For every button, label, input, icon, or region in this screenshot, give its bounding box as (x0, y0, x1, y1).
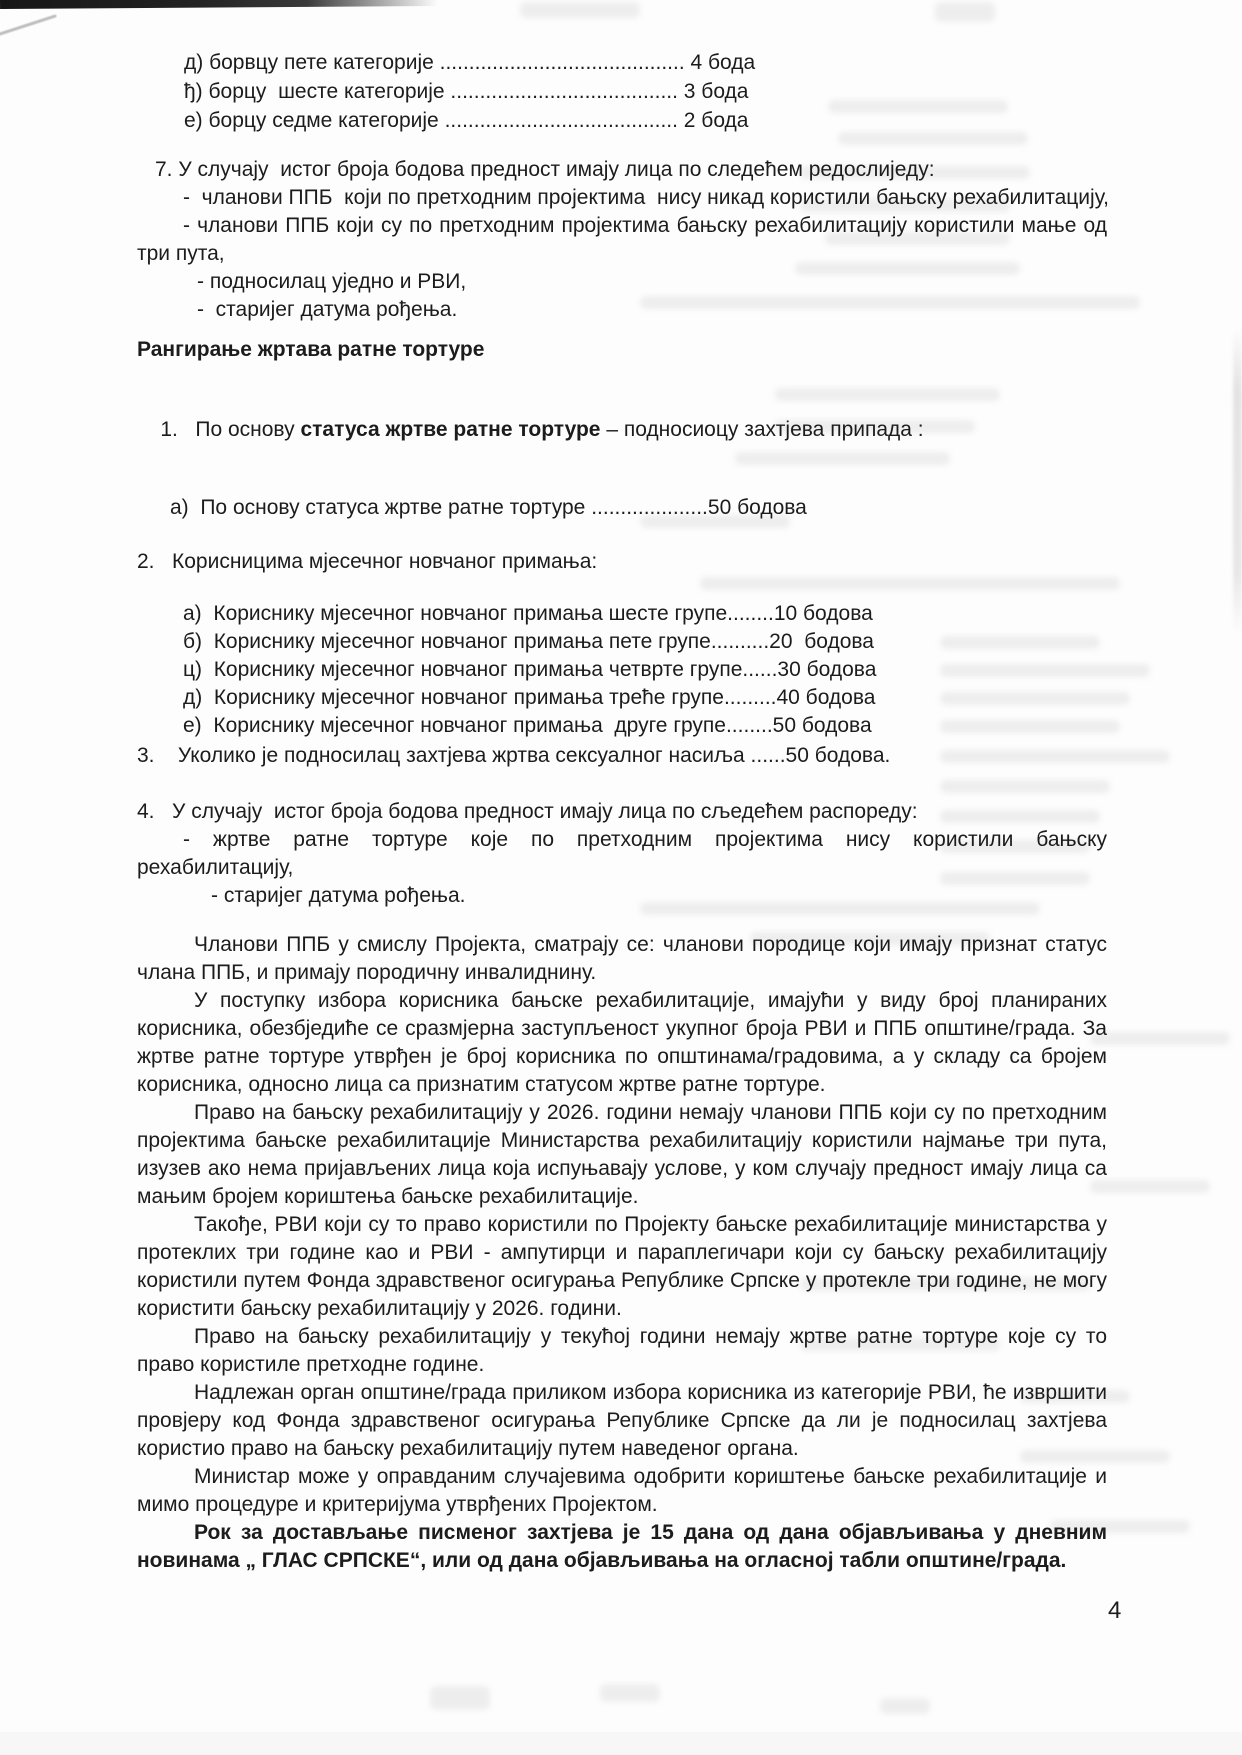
paragraph: Чланови ППБ у смислу Пројекта, сматрају се: чланови породице који имају признат статус члана ППБ, и примају породичну инвалиднину. (137, 933, 1107, 984)
bleed-through-mark (520, 2, 640, 18)
item-1-suffix: – подносиоцу захтјева припада : (600, 418, 924, 441)
bleed-through-mark (940, 692, 1130, 705)
bleed-through-mark (940, 664, 1150, 677)
bleed-through-mark (940, 750, 1170, 763)
list-item: д) борвцу пете категорије .......................................... 4 бода (184, 51, 756, 74)
item-7-intro: 7. У случају истог броја бодова предност имају лица по следећем редослиједу: (155, 158, 935, 181)
item-2-monthly-allowance: 2. Корисницима мјесечног новчаног примања: (137, 550, 598, 573)
paragraph: Право на бањску рехабилитацију у 2026. години немају чланови ППБ који су по претходним пројектима бањске рехабилитације Министарства рехабилитацију користили најмање три пута, изузев ако нема пријављених лица која испуњавају услове, у ком случају предност имају лица са мањим бројем кориштења бањске рехабилитације. (137, 1101, 1107, 1208)
list-item: а) Кориснику мјесечног новчаног примања шесте групе........10 бодова (183, 602, 873, 625)
paragraph: Надлежан орган општине/града приликом избора корисника из категорије РВИ, ће извршити провјеру код Фонда здравственог осигурања Републике Српске да ли је подносилац захтјева користио право на бањску рехабилитацију путем наведеног органа. (137, 1381, 1107, 1460)
bleed-through-mark (1090, 1180, 1210, 1193)
item-7-bullet-continuation: три пута, (137, 242, 225, 265)
item-4-tiebreak-rules (137, 798, 1107, 910)
item-4-bullet: - жртве ратне тортуре које по претходним пројектима нису користили бањску (183, 828, 1107, 851)
item-4-bullet-continuation: рехабилитацију, (137, 856, 294, 879)
list-item: ц) Кориснику мјесечног новчаног примања четврте групе......30 бодова (183, 658, 877, 681)
bleed-through-mark (430, 1686, 490, 1710)
item-1-bold-phrase: статуса жртве ратне тортуре (300, 418, 601, 441)
page-number: 4 (1108, 1597, 1122, 1624)
item-7-bullet: - старијег датума рођења. (197, 298, 458, 321)
list-item: е) борцу седме категорије ........................................ 2 бода (184, 109, 749, 132)
item-7-bullet: - подносилац уједно и РВИ, (197, 270, 467, 293)
item-2-options-list (183, 600, 876, 740)
bleed-through-mark (940, 720, 1120, 733)
item-4-bullet: - старијег датума рођења. (211, 884, 466, 907)
paragraph: Министар може у оправданим случајевима одобрити кориштење бањске рехабилитације и мимо процедуре и критеријума утврђених Пројектом. (137, 1465, 1107, 1516)
paragraph: У поступку избора корисника бањске рехабилитације, имајући у виду број планираних корисника, обезбједиће се сразмјерна заступљеност укупног броја РВИ и ППБ општине/града. За жртве ратне тортуре утврђен је број корисника по општинама/градовима, а у складу са бројем корисника, односно лица са признатим статусом жртве ратне тортуре. (137, 989, 1107, 1096)
item-1-status-points (137, 388, 924, 472)
bleed-through-mark (828, 100, 1008, 113)
list-item: д) Кориснику мјесечног новчаног примања треће групе.........40 бодова (183, 686, 876, 709)
bleed-through-mark (838, 132, 1028, 145)
bleed-through-mark (935, 2, 995, 22)
list-item: б) Кориснику мјесечног новчаног примања пете групе..........20 бодова (183, 630, 874, 653)
paragraph-deadline-bold: Рок за достављање писменог захтјева је 15 дана од дана објављивања у дневним новинама „ ГЛАС СРПСКЕ“, или од дана објављивања на огласној табли општине/града. (137, 1521, 1107, 1572)
bleed-through-mark (700, 577, 1120, 590)
item-7-tiebreak-rules (137, 156, 1107, 324)
item-3-sexual-violence-points: 3. Уколико је подносилац захтјева жртва сексуалног насиља ......50 бодова. (137, 744, 891, 767)
bleed-through-mark (880, 1698, 930, 1714)
item-7-bullet: - чланови ППБ који по претходним пројектима нису никад користили бањску рехабилитацију, (183, 186, 1109, 209)
item-7-bullet: - чланови ППБ који су по претходним пројектима бањску рехабилитацију користили мање од (183, 214, 1107, 237)
paragraph: Такође, РВИ који су то право користили по Пројекту бањске рехабилитације министарства у протеклих три године као и РВИ - ампутирци и параплегичари који су бањску рехабилитацију користили путем Фонда здравственог осигурања Републике Српске у протекле три године, не могу користити бањску рехабилитацију у 2026. години. (137, 1213, 1107, 1320)
category-points-list (184, 48, 755, 135)
item-4-intro: 4. У случају истог броја бодова предност имају лица по сљедећем распореду: (137, 800, 918, 823)
bleed-through-mark (940, 636, 1100, 649)
bleed-through-mark (600, 1684, 660, 1702)
bleed-through-mark (1090, 1032, 1230, 1045)
section-heading-ranking-torture-victims: Рангирање жртава ратне тортуре (137, 338, 485, 361)
item-1-prefix: 1. По основу (160, 418, 301, 441)
list-item: ђ) борцу шесте категорије ....................................... 3 бода (184, 80, 749, 103)
body-paragraphs (137, 931, 1107, 1575)
bleed-through-mark (940, 780, 1110, 793)
list-item: е) Кориснику мјесечног новчаног примања друге групе........50 бодова (183, 714, 872, 737)
item-1a-points-line: а) По основу статуса жртве ратне тортуре ....................50 бодова (170, 496, 807, 519)
paragraph: Право на бањску рехабилитацију у текућој години немају жртве ратне тортуре које су то право користиле претходне године. (137, 1325, 1107, 1376)
